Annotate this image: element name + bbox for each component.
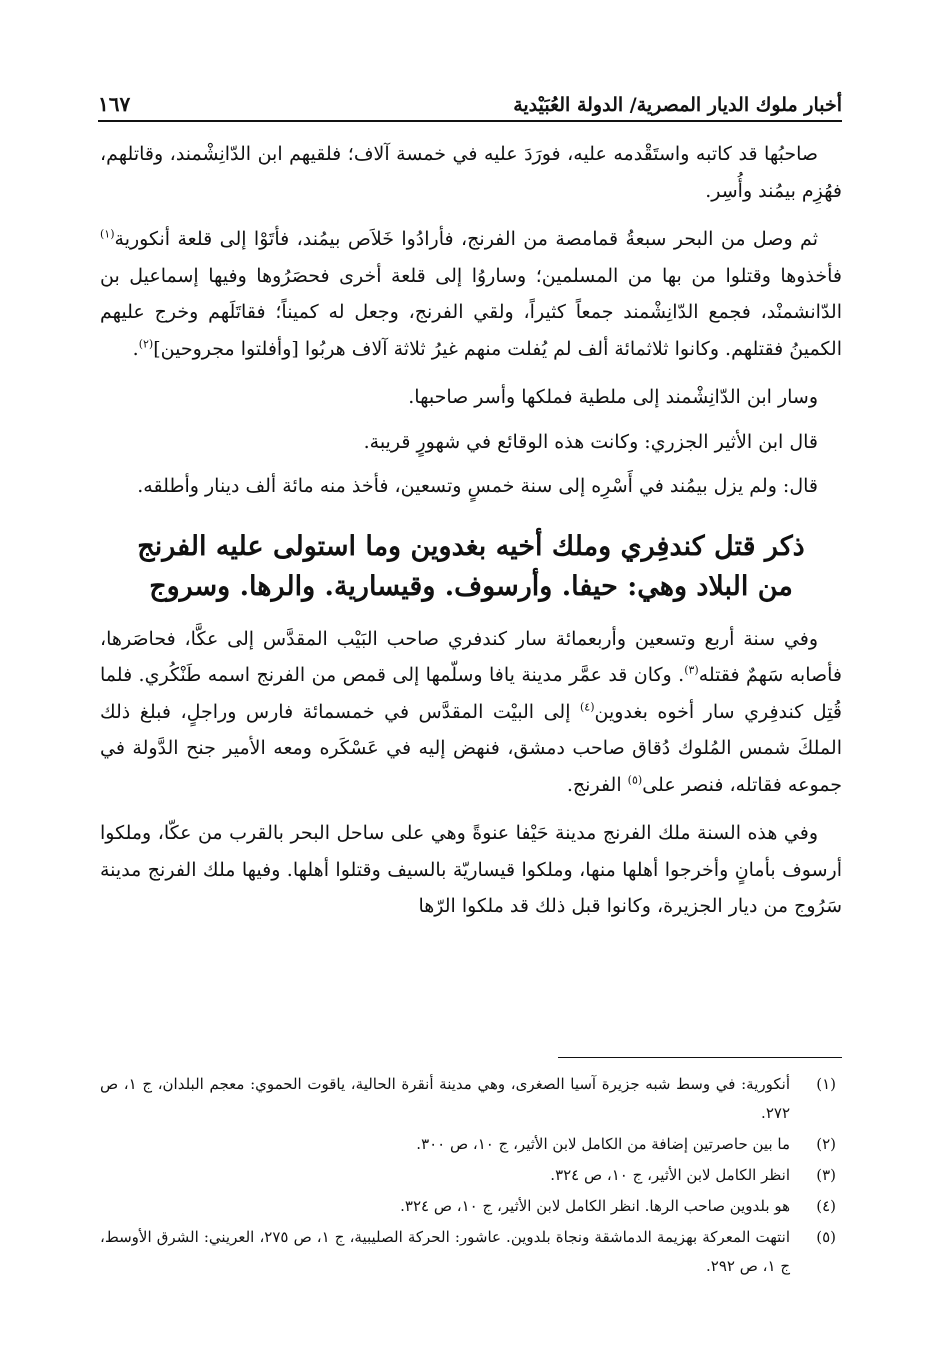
footnote-text: انتهت المعركة بهزيمة الدماشقة ونجاة بلدوين. عاشور: الحركة الصليبية، ج ١، ص ٢٧٥، العريني: الشرق الأوسط، ج ١، ص ٢٩٢. bbox=[100, 1228, 790, 1275]
paragraph: ثم وصل من البحر سبعةُ قمامصة من الفرنج، فأرادُوا خَلاَص بيمُند، فأتَوْا إلى قلعة أنكورية$^{(١)}$ فأخذوها وقتلوا من بها من المسلمين؛ وساروُا إلى قلعة أخرى فحصَرُوها وفيها إسماعيل بن الدّانشمنْد، فجمع الدّانِشْمند جمعاً كثيراً، ولقي الفرنج، وجعل له كميناً؛ فقاتَلَهم وخرج عليهم الكمينُ فقتلهم. وكانوا ثلاثمائة ألف لم يُفلت منهم غيرُ ثلاثة آلاف هربُوا [وأفلتوا مجروحين]$^{(٢)}$. bbox=[100, 227, 842, 360]
paragraph: قال ابن الأثير الجزري: وكانت هذه الوقائع في شهورٍ قريبة. bbox=[363, 430, 818, 453]
footnote bbox=[100, 1070, 842, 1128]
main-text bbox=[100, 136, 842, 937]
paragraph-text: الفرنج. bbox=[566, 773, 628, 796]
footnote-text: ما بين حاصرتين إضافة من الكامل لابن الأثير، ج ١٠، ص ٣٠٠. bbox=[416, 1135, 790, 1153]
footnote bbox=[100, 1223, 842, 1281]
paragraph: صاحبُها قد كاتبه واستَقْدمه عليه، فورَدَ عليه في خمسة آلاف؛ فلقيهم ابن الدّانِشْمند، وقاتلهم، فهُزِم بيمُند وأُسِر. bbox=[100, 143, 842, 202]
footnote bbox=[100, 1192, 842, 1221]
section-heading bbox=[100, 527, 842, 607]
footnote-divider bbox=[558, 1057, 842, 1058]
footnote-number: (١) bbox=[816, 1075, 836, 1093]
footnote-text: هو بلدوين صاحب الرها. انظر الكامل لابن الأثير، ج ١٠، ص ٣٢٤. bbox=[400, 1197, 790, 1215]
footnote bbox=[100, 1130, 842, 1159]
paragraph bbox=[100, 621, 842, 804]
heading-line: من البلاد وهي: حيفا. وأرسوف. وقيسارية. والرها. وسروج bbox=[149, 570, 793, 602]
footnote-ref: (١) bbox=[100, 227, 115, 241]
footnote-ref: (٢) bbox=[138, 337, 154, 351]
footnote-number: (٤) bbox=[816, 1197, 836, 1215]
footnote-ref: (٤) bbox=[580, 700, 595, 714]
paragraph: قال: ولم يزل بيمُند في أَسْرِه إلى سنة خمسٍ وتسعين، فأخذ منه مائة ألف دينار وأطلقه. bbox=[137, 475, 818, 497]
footnote-ref: (٥) bbox=[627, 773, 643, 787]
footnote-ref: (٣) bbox=[684, 663, 699, 677]
paragraph-text: وفي سنة أربع وتسعين وأربعمائة سار كندفري صاحب البَيْب المقدَّس إلى عكَّا، فحاصَرها، فأصابه سَهمٌ فقتله bbox=[100, 627, 843, 686]
paragraph-text: . وكان قد عمَّر مدينة يافا وسلّمها إلى قمص من الفرنج اسمه طَنْكُري. فلما قُتِل كندفِري سار أخوه بغدوين bbox=[100, 664, 842, 723]
footnotes bbox=[100, 1070, 842, 1283]
footnote-text: انظر الكامل لابن الأثير، ج ١٠، ص ٣٢٤. bbox=[550, 1166, 790, 1184]
footnote-number: (٢) bbox=[816, 1135, 836, 1153]
paragraph-text: فأخذوها وقتلوا من بها من المسلمين؛ وساروُا إلى قلعة أخرى فحصَرُوها وفيها إسماعيل بن الدّانشمنْد، فجمع الدّانِشْمند جمعاً كثيراً، ولقي الفرنج، وجعل له كميناً؛ فقاتَلَهم وخرج عليهم الكمينُ فقتلهم. وكانوا ثلاثمائة ألف لم يُفلت منهم غيرُ ثلاثة آلاف هربُوا [وأفلتوا مجروحين] bbox=[100, 264, 842, 360]
footnote-number: (٥) bbox=[816, 1228, 836, 1246]
heading-line: ذكر قتل كندفِري وملك أخيه بغدوين وما استولى عليه الفرنج bbox=[137, 530, 805, 562]
footnote-text: أنكورية: في وسط شبه جزيرة آسيا الصغرى، وهي مدينة أنقرة الحالية، ياقوت الحموي: معجم البلدان، ج ١، ص ٢٧٢. bbox=[100, 1075, 790, 1122]
paragraph-text: ثم وصل من البحر سبعةُ قمامصة من الفرنج، فأرادُوا خَلاَص بيمُند، فأتَوْا إلى قلعة أنكورية bbox=[114, 228, 818, 250]
footnote-number: (٣) bbox=[816, 1166, 836, 1184]
paragraph: وفي هذه السنة ملك الفرنج مدينة حَيْفا عنوةً وهي على ساحل البحر بالقرب من عكّا، وملكوا أرسوف بأمانٍ وأخرجوا أهلها منها، وملكوا قيساريّة بالسيف وقتلوا أهلها. وفيها ملك الفرنج مدينة سَرُوج من ديار الجزيرة، وكانوا قبل ذلك قد ملكوا الرّها bbox=[100, 822, 842, 917]
page-number: ١٦٧ bbox=[98, 92, 131, 116]
running-title: أخبار ملوك الديار المصرية/ الدولة العُبَيْدية bbox=[513, 94, 842, 116]
paragraph: وسار ابن الدّانِشْمند إلى ملطية فملكها وأسر صاحبها. bbox=[408, 386, 818, 408]
footnote bbox=[100, 1161, 842, 1190]
page-header bbox=[98, 84, 842, 122]
paragraph-text: إلى البيْت المقدَّس في خمسمائة فارس وراجلٍ، فبلغ ذلك الملكَ شمس المُلوك دُقاق صاحب دمشق، فنهض إليه في عَسْكَره ومعه الأمير جنح الدَّولة في جموعه فقاتله، فنصر على bbox=[100, 700, 842, 796]
